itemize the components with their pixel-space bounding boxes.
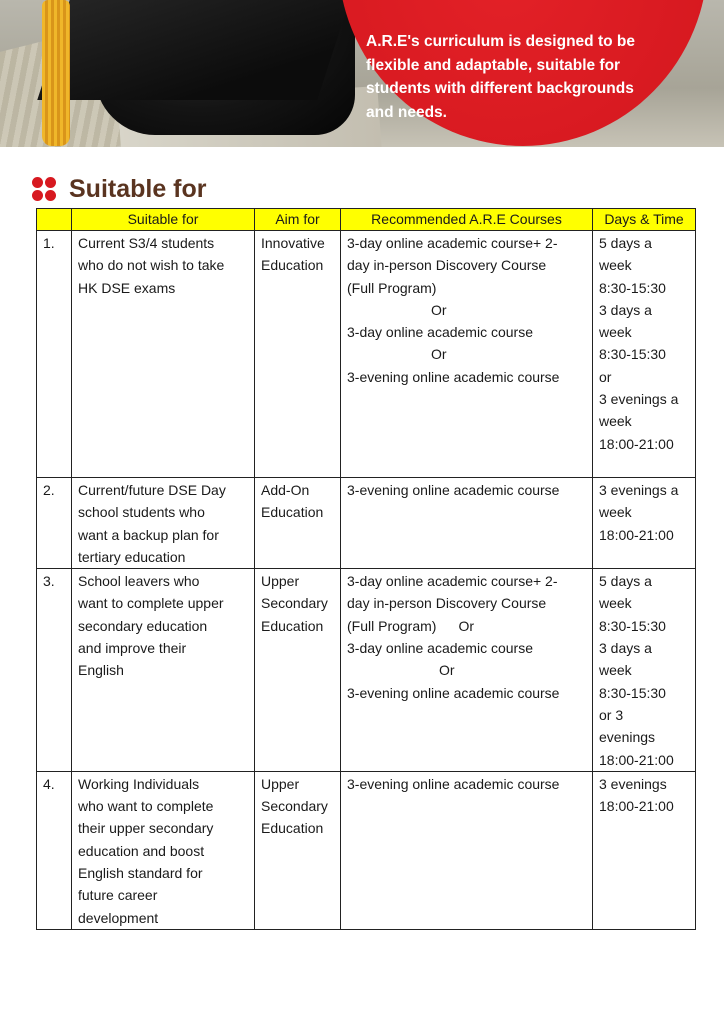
header-number — [37, 209, 72, 231]
row-number: 3. — [37, 569, 72, 772]
header-suitable-for: Suitable for — [72, 209, 255, 231]
row-number: 4. — [37, 771, 72, 929]
courses-cell: 3-evening online academic course — [341, 478, 593, 569]
suitable-cell: School leavers who want to complete upper secondary education and improve their English — [72, 569, 255, 772]
row-number: 2. — [37, 478, 72, 569]
table-row — [37, 569, 696, 772]
table-header-row — [37, 209, 696, 231]
tassel-image — [42, 0, 70, 146]
aim-cell: Upper Secondary Education — [255, 771, 341, 929]
courses-cell: 3-day online academic course+ 2- day in-person Discovery Course (Full Program) Or 3-day online academic course Or 3-evening online academic course — [341, 569, 593, 772]
banner-line: students with different backgrounds — [366, 80, 634, 97]
aim-cell: Upper Secondary Education — [255, 569, 341, 772]
days-cell: 5 days a week 8:30-15:30 3 days a week 8:30-15:30 or 3 evenings 18:00-21:00 — [593, 569, 696, 772]
row-number: 1. — [37, 231, 72, 478]
banner-line: flexible and adaptable, suitable for — [366, 56, 621, 74]
four-dots-icon — [32, 177, 56, 201]
graduation-cap-board-image — [37, 0, 362, 100]
header-recommended-courses: Recommended A.R.E Courses — [341, 209, 593, 231]
table-row — [37, 478, 696, 569]
suitable-cell: Current S3/4 students who do not wish to take HK DSE exams — [72, 231, 255, 478]
header-aim-for: Aim for — [255, 209, 341, 231]
suitable-cell: Working Individuals who want to complete their upper secondary education and boost English standard for future career development — [72, 771, 255, 929]
banner-line: A.R.E's curriculum is designed to be — [366, 33, 635, 50]
banner-line: and needs. — [366, 103, 447, 121]
courses-cell: 3-day online academic course+ 2- day in-person Discovery Course (Full Program) Or 3-day online academic course Or 3-evening online academic course — [341, 231, 593, 478]
suitable-cell: Current/future DSE Day school students who want a backup plan for tertiary education — [72, 478, 255, 569]
section-heading — [32, 172, 207, 206]
suitable-for-table — [36, 208, 696, 930]
days-cell: 3 evenings 18:00-21:00 — [593, 771, 696, 929]
table-row — [37, 771, 696, 929]
courses-cell: 3-evening online academic course — [341, 771, 593, 929]
days-cell: 5 days a week 8:30-15:30 3 days a week 8:30-15:30 or 3 evenings a week 18:00-21:00 — [593, 231, 696, 478]
header-banner — [0, 0, 724, 147]
section-title: Suitable for — [69, 174, 207, 203]
table-row — [37, 231, 696, 478]
aim-cell: Add-On Education — [255, 478, 341, 569]
banner-description — [366, 30, 686, 124]
aim-cell: Innovative Education — [255, 231, 341, 478]
days-cell: 3 evenings a week 18:00-21:00 — [593, 478, 696, 569]
header-days-time: Days & Time — [593, 209, 696, 231]
